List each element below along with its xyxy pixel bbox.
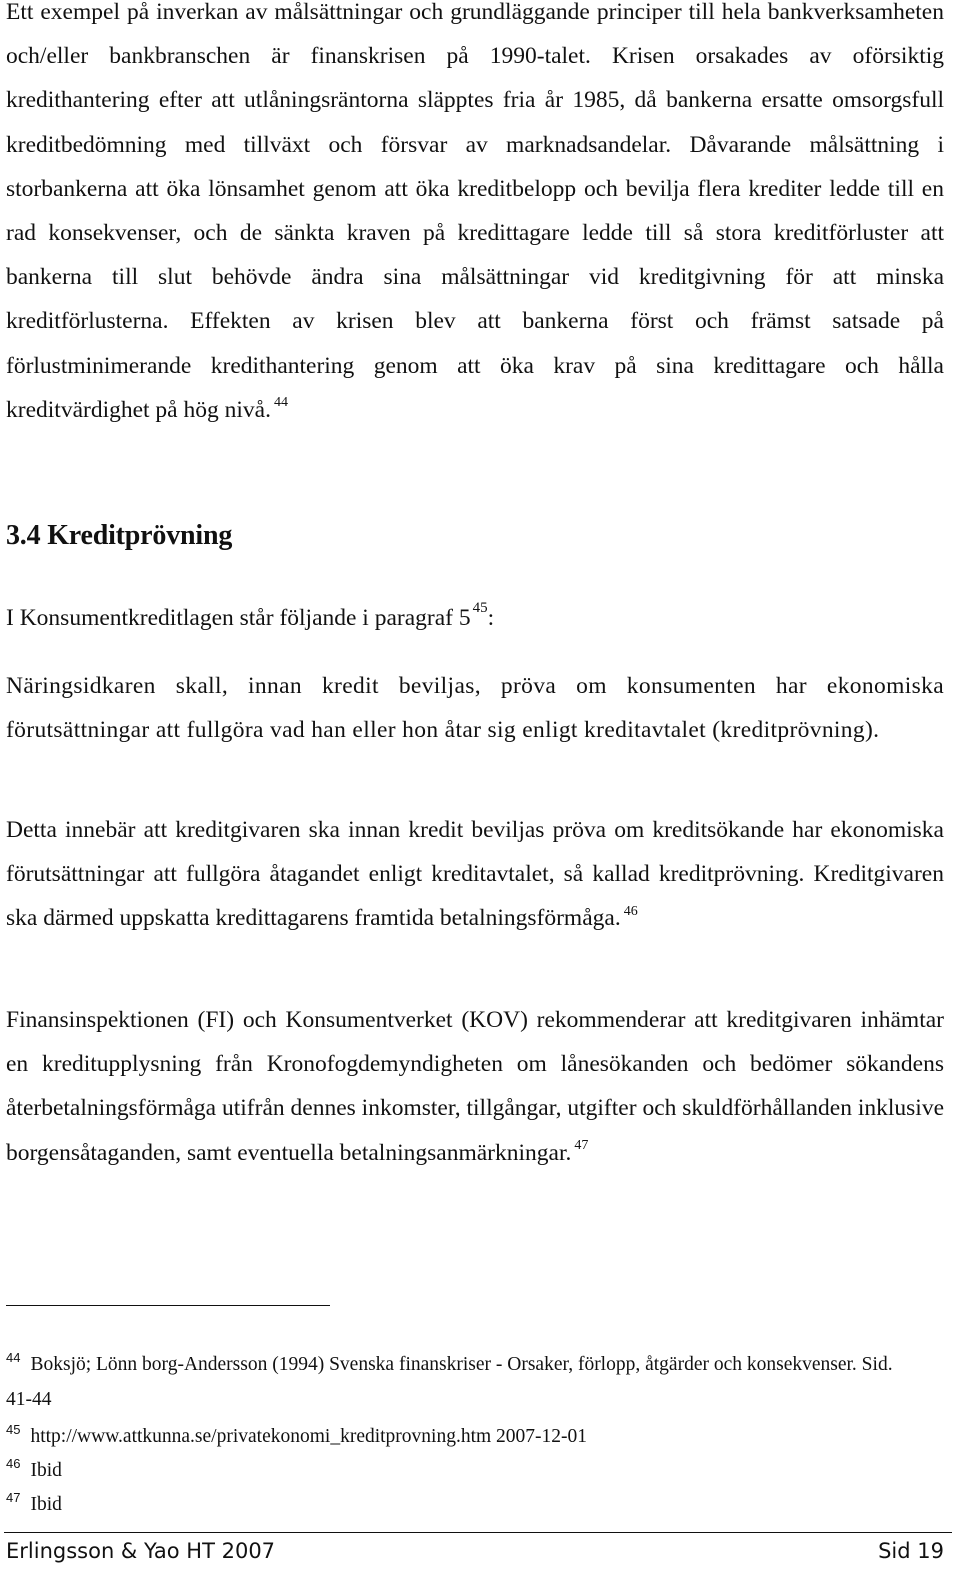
footnote-ref[interactable]: 46 (623, 903, 638, 919)
intro-text: I Konsumentkreditlagen står följande i paragraf 5 (6, 604, 471, 631)
footnote (6, 1348, 906, 1417)
footnote-ref[interactable]: 45 (472, 600, 488, 616)
footnote (6, 1420, 906, 1455)
intro-line (6, 600, 495, 632)
footnote-number: 46 (6, 1456, 21, 1471)
footnote-separator (6, 1305, 330, 1306)
footer-divider (4, 1532, 952, 1533)
footnote-number: 47 (6, 1490, 21, 1505)
footnote-ref[interactable]: 47 (574, 1137, 589, 1153)
footnote-link[interactable]: http://www.attkunna.se/privatekonomi_kreditprovning.htm 2007-12-01 (30, 1426, 588, 1447)
body-paragraph (6, 0, 944, 432)
intro-suffix: : (487, 604, 495, 631)
body-paragraph (6, 808, 944, 941)
footnote-text: Boksjö; Lönn borg-Andersson (1994) Svenska finanskriser - Orsaker, förlopp, åtgärder och konsekvenser. Sid. 41-44 (6, 1354, 893, 1410)
footnote-number: 44 (6, 1350, 21, 1365)
section-heading: 3.4 Kreditprövning (6, 520, 233, 551)
footnote-ref[interactable]: 44 (273, 395, 288, 410)
law-quote: Näringsidkaren skall, innan kredit beviljas, pröva om konsumenten har ekonomiska förutsättningar att fullgöra vad han eller hon åtar sig enligt kreditavtalet (kreditprövning). (6, 673, 944, 744)
footnote-text: Ibid (30, 1494, 62, 1515)
body-paragraph (6, 998, 944, 1175)
paragraph-text: Finansinspektionen (FI) och Konsumentverket (KOV) rekommenderar att kreditgivaren inhämtar en kreditupplysning från Kronofogdemyndigheten om lånesökanden och bedömer sökandens återbetalningsförmåga utifrån dennes inkomster, tillgångar, utgifter och skuldförhållanden inklusive borgensåtaganden, samt eventuella betalningsanmärkningar. (6, 1007, 944, 1166)
footnote-number: 45 (6, 1422, 21, 1437)
page-number: Sid 19 (878, 1539, 944, 1563)
footnote-text: Ibid (30, 1460, 62, 1481)
paragraph-text: Ett exempel på inverkan av målsättningar och grundläggande principer till hela bankverksamheten och/eller bankbranschen är finanskrisen på 1990-talet. Krisen orsakades av oförsiktig kredithantering efter att utlåningsräntorna släpptes fria år 1985, då bankerna ersatte omsorgsfull kreditbedömning med tillväxt och försvar av marknadsandelar. Dåvarande målsättning i storbankerna att öka lönsamhet genom att öka kreditbelopp och bevilja flera krediter ledde till en rad konsekvenser, och de sänkta kraven på kredittagare ledde till så stora kreditförluster att bankerna till slut behövde ändra sina målsättningar vid kreditgivning för att minska kreditförlusterna. Effekten av krisen blev att bankerna först och främst satsade på förlustminimerande kredithantering genom att öka krav på sina kredittagare och hålla kreditvärdighet på hög nivå. (6, 0, 944, 423)
footnote (6, 1454, 906, 1489)
paragraph-text: Detta innebär att kreditgivaren ska innan kredit beviljas pröva om kreditsökande har ekonomiska förutsättningar att fullgöra åtagandet enligt kreditavtalet, så kallad kreditprövning. Kreditgivaren ska därmed uppskatta kredittagarens framtida betalningsförmåga. (6, 817, 944, 932)
footer-authors: Erlingsson & Yao HT 2007 (6, 1539, 276, 1563)
footnote (6, 1488, 906, 1523)
